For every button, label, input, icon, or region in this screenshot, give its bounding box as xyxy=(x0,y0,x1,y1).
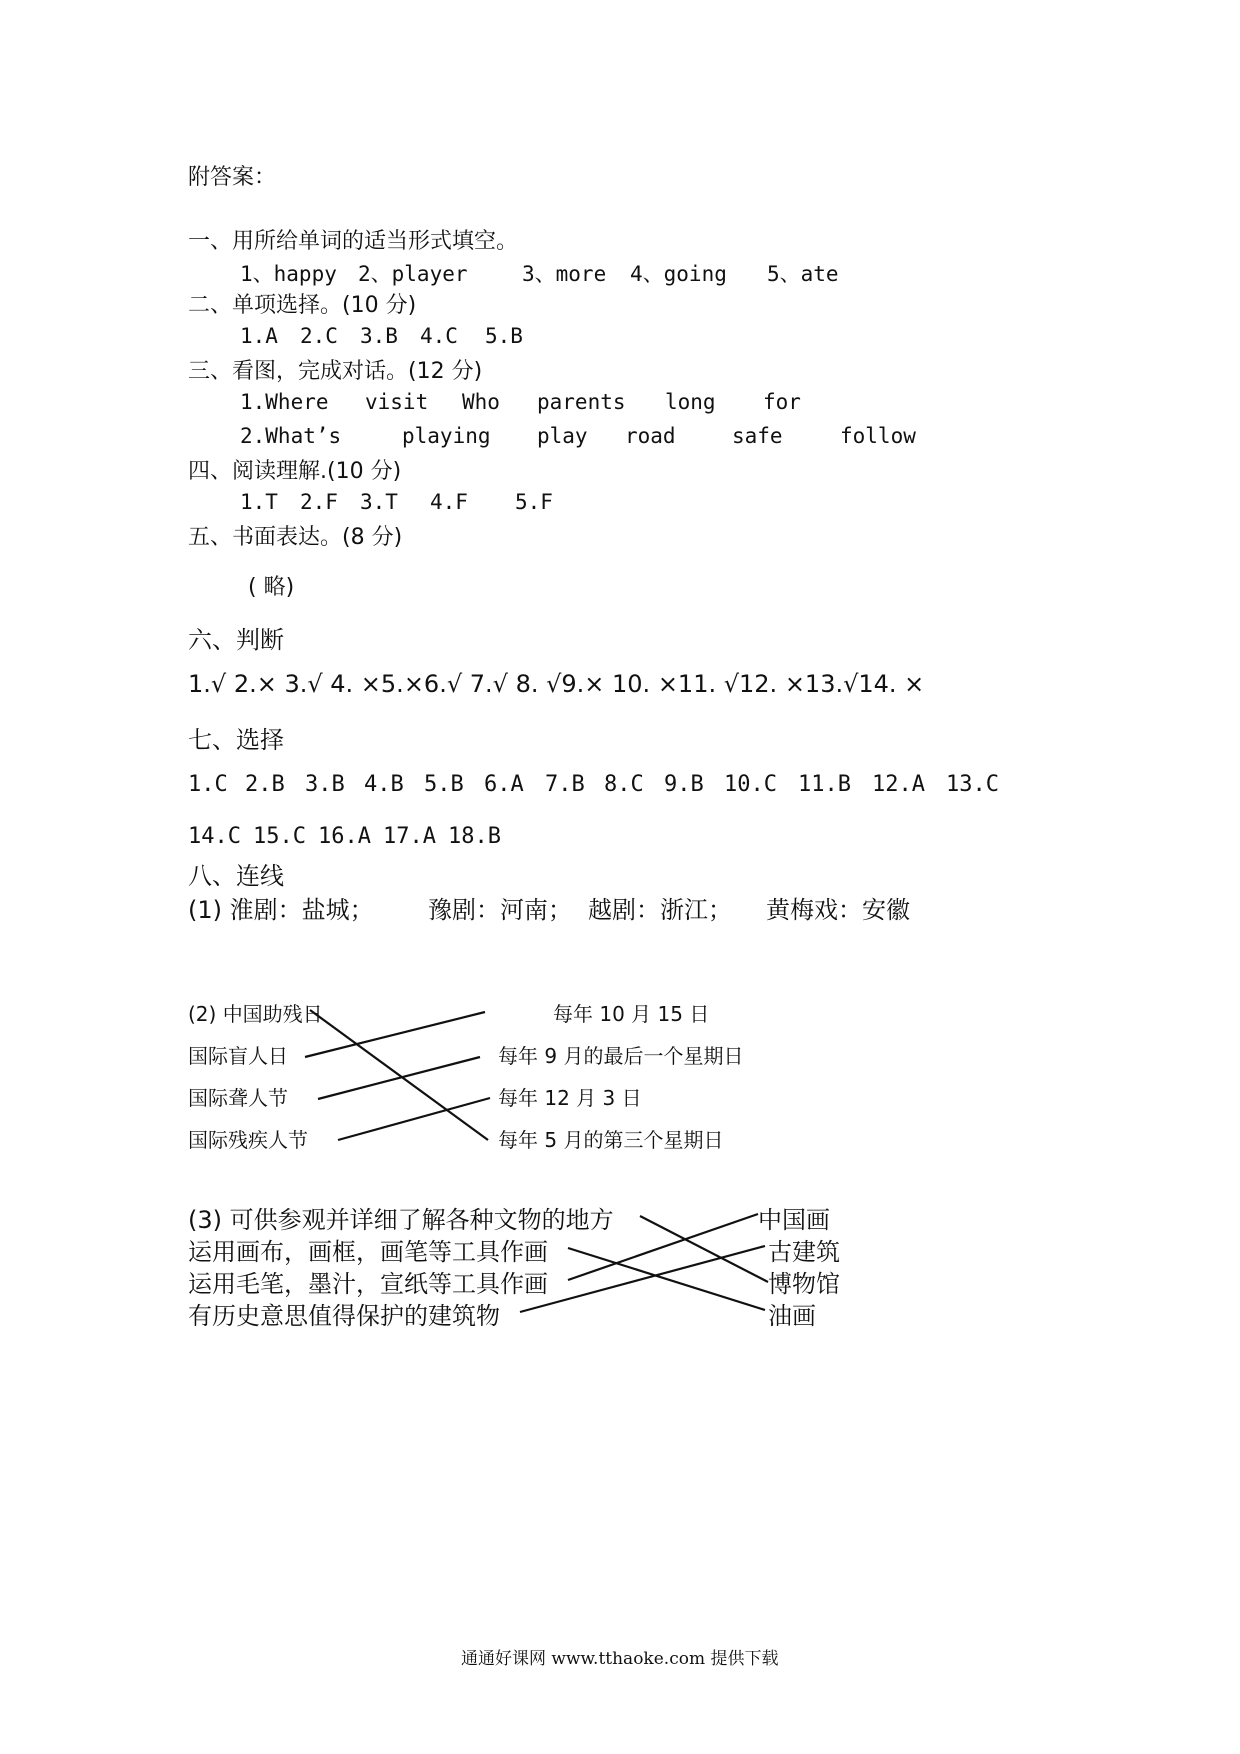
answer: 1.A xyxy=(240,324,278,348)
section-5-note: ( 略) xyxy=(248,575,295,600)
answer: 1.T xyxy=(240,490,278,514)
answer: 4.F xyxy=(430,490,468,514)
answer: 17.A xyxy=(383,824,436,849)
part3-right-3: 博物馆 xyxy=(768,1270,840,1298)
answer: 1、happy xyxy=(240,262,337,286)
answer: 3.T xyxy=(360,490,398,514)
part3-right-1: 中国画 xyxy=(758,1206,830,1234)
answer: 2.B xyxy=(245,772,285,797)
answer: 5.B xyxy=(485,324,523,348)
answer: 5.F xyxy=(515,490,553,514)
answer: 18.B xyxy=(448,824,501,849)
answer: 8.C xyxy=(604,772,644,797)
answer: 1.C xyxy=(188,772,228,797)
part3-left-1: (3) 可供参观并详细了解各种文物的地方 xyxy=(188,1206,614,1234)
answer: 14.C xyxy=(188,824,241,849)
answer: 5、ate xyxy=(767,262,839,286)
answer: 9.B xyxy=(664,772,704,797)
part2-left-4: 国际残疾人节 xyxy=(188,1128,308,1152)
answer: 2.F xyxy=(300,490,338,514)
section-7-heading: 七、选择 xyxy=(188,726,284,754)
answer: 6.A xyxy=(484,772,524,797)
answer: 15.C xyxy=(253,824,306,849)
page-title: 附答案： xyxy=(188,165,277,190)
part3-left-4: 有历史意思值得保护的建筑物 xyxy=(188,1302,500,1330)
answer: 10.C xyxy=(724,772,777,797)
answer: Who xyxy=(462,390,500,414)
part3-left-3: 运用毛笔，墨汁，宣纸等工具作画 xyxy=(188,1270,548,1298)
part2-right-3: 每年 12 月 3 日 xyxy=(498,1086,642,1110)
part3-right-2: 古建筑 xyxy=(768,1238,840,1266)
answer: 3.B xyxy=(360,324,398,348)
match-line xyxy=(305,1012,485,1057)
answer: long xyxy=(665,390,716,414)
match-line xyxy=(568,1214,758,1280)
footer-credit: 通通好课网 www.tthaoke.com 提供下载 xyxy=(461,1649,779,1669)
section-6-heading: 六、判断 xyxy=(188,626,284,654)
section-2-heading: 二、单项选择。(10 分) xyxy=(188,293,417,318)
section-6-answers: 1.√ 2.× 3.√ 4. ×5.×6.√ 7.√ 8. √9.× 10. ×11. √12. ×13.√14. × xyxy=(188,670,925,698)
pair: (1) 淮剧：盐城； xyxy=(188,896,374,924)
pair: 黄梅戏：安徽 xyxy=(766,896,910,924)
part2-right-1: 每年 10 月 15 日 xyxy=(553,1002,710,1026)
answer: 3.B xyxy=(305,772,345,797)
answer: parents xyxy=(537,390,626,414)
part3-left-2: 运用画布，画框，画笔等工具作画 xyxy=(188,1238,548,1266)
answer: 1.Where xyxy=(240,390,329,414)
section-3-heading: 三、看图，完成对话。(12 分) xyxy=(188,359,483,384)
part2-right-4: 每年 5 月的第三个星期日 xyxy=(498,1128,724,1152)
answer: 7.B xyxy=(545,772,585,797)
answer: safe xyxy=(732,424,783,448)
answer: 2、player xyxy=(358,262,468,286)
answer: follow xyxy=(840,424,916,448)
section-8-heading: 八、连线 xyxy=(188,862,284,890)
answer: 4、going xyxy=(630,262,727,286)
answer: playing xyxy=(402,424,491,448)
answer: 3、more xyxy=(522,262,607,286)
answer: 2.What’s xyxy=(240,424,342,448)
answer: visit xyxy=(365,390,429,414)
section-1-heading: 一、用所给单词的适当形式填空。 xyxy=(188,229,519,254)
part2-left-2: 国际盲人日 xyxy=(188,1044,288,1068)
part2-right-2: 每年 9 月的最后一个星期日 xyxy=(498,1044,744,1068)
part3-right-4: 油画 xyxy=(768,1302,816,1330)
section-4-heading: 四、阅读理解.(10 分) xyxy=(188,459,402,484)
match-line xyxy=(568,1248,765,1310)
answer: 5.B xyxy=(424,772,464,797)
pair: 越剧：浙江； xyxy=(588,896,732,924)
match-line xyxy=(310,1010,488,1140)
match-line xyxy=(520,1246,765,1312)
match-line xyxy=(338,1098,490,1140)
pair: 豫剧：河南； xyxy=(428,896,572,924)
match-line xyxy=(318,1057,480,1099)
answer: 16.A xyxy=(318,824,371,849)
part2-left-1: (2) 中国助残日 xyxy=(188,1002,323,1026)
part2-left-3: 国际聋人节 xyxy=(188,1086,288,1110)
answer: play xyxy=(537,424,588,448)
answer: 11.B xyxy=(798,772,851,797)
answer: for xyxy=(763,390,801,414)
answer: 4.B xyxy=(364,772,404,797)
answer: 12.A xyxy=(872,772,925,797)
section-5-heading: 五、书面表达。(8 分) xyxy=(188,525,403,550)
answer: 13.C xyxy=(946,772,999,797)
answer: 2.C xyxy=(300,324,338,348)
answer: road xyxy=(625,424,676,448)
answer: 4.C xyxy=(420,324,458,348)
